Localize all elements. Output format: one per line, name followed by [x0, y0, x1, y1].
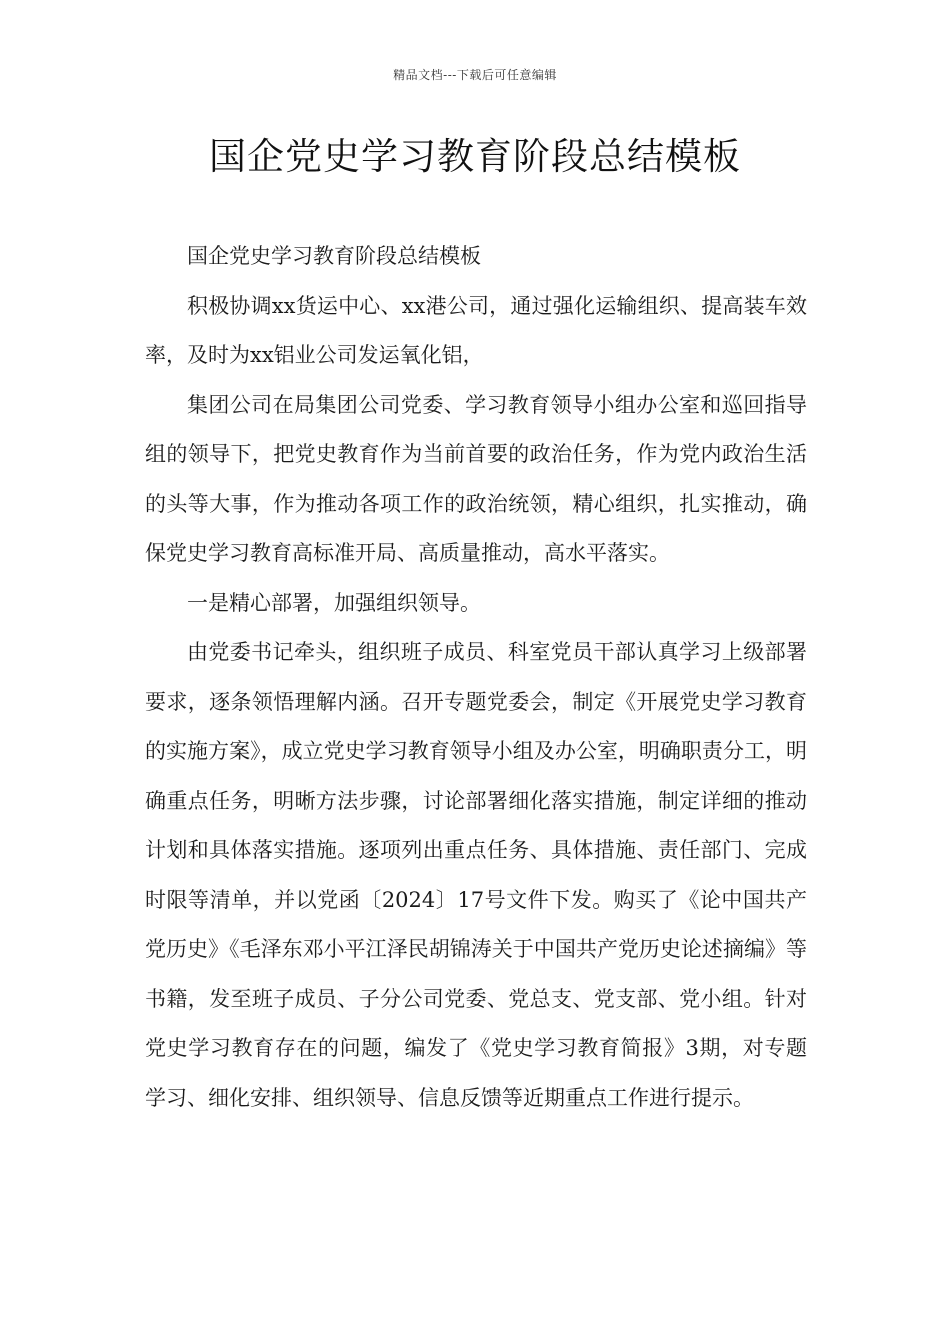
paragraph-subtitle: 国企党史学习教育阶段总结模板: [187, 244, 481, 268]
document-body: [145, 232, 807, 1123]
header-note: 精品文档---下载后可任意编辑: [393, 68, 557, 82]
paragraph-deployment: 由党委书记牵头，组织班子成员、科室党员干部认真学习上级部署要求，逐条领悟理解内涵。召开专题党委会，制定《开展党史学习教育的实施方案》，成立党史学习教育领导小组及办公室，明确职责分工，明确重点任务，明晰方法步骤，讨论部署细化落实措施，制定详细的推动计划和具体落实措施。逐项列出重点任务、具体措施、责任部门、完成时限等清单，并以党函〔2024〕17号文件下发。购买了《论中国共产党历史》《毛泽东邓小平江泽民胡锦涛关于中国共产党历史论述摘编》等书籍，发至班子成员、子分公司党委、党总支、党支部、党小组。针对党史学习教育存在的问题，编发了《党史学习教育简报》3期，对专题学习、细化安排、组织领导、信息反馈等近期重点工作进行提示。: [145, 640, 807, 1110]
paragraph-coordination: 积极协调xx货运中心、xx港公司，通过强化运输组织、提高装车效率，及时为xx铝业公司发运氧化铝，: [145, 293, 807, 367]
paragraph-section-heading: 一是精心部署，加强组织领导。: [187, 590, 481, 615]
paragraph-overview: 集团公司在局集团公司党委、学习教育领导小组办公室和巡回指导组的领导下，把党史教育作为当前首要的政治任务，作为党内政治生活的头等大事，作为推动各项工作的政治统领，精心组织，扎实推动，确保党史学习教育高标准开局、高质量推动，高水平落实。: [145, 392, 807, 565]
document-title: 国企党史学习教育阶段总结模板: [209, 135, 741, 178]
